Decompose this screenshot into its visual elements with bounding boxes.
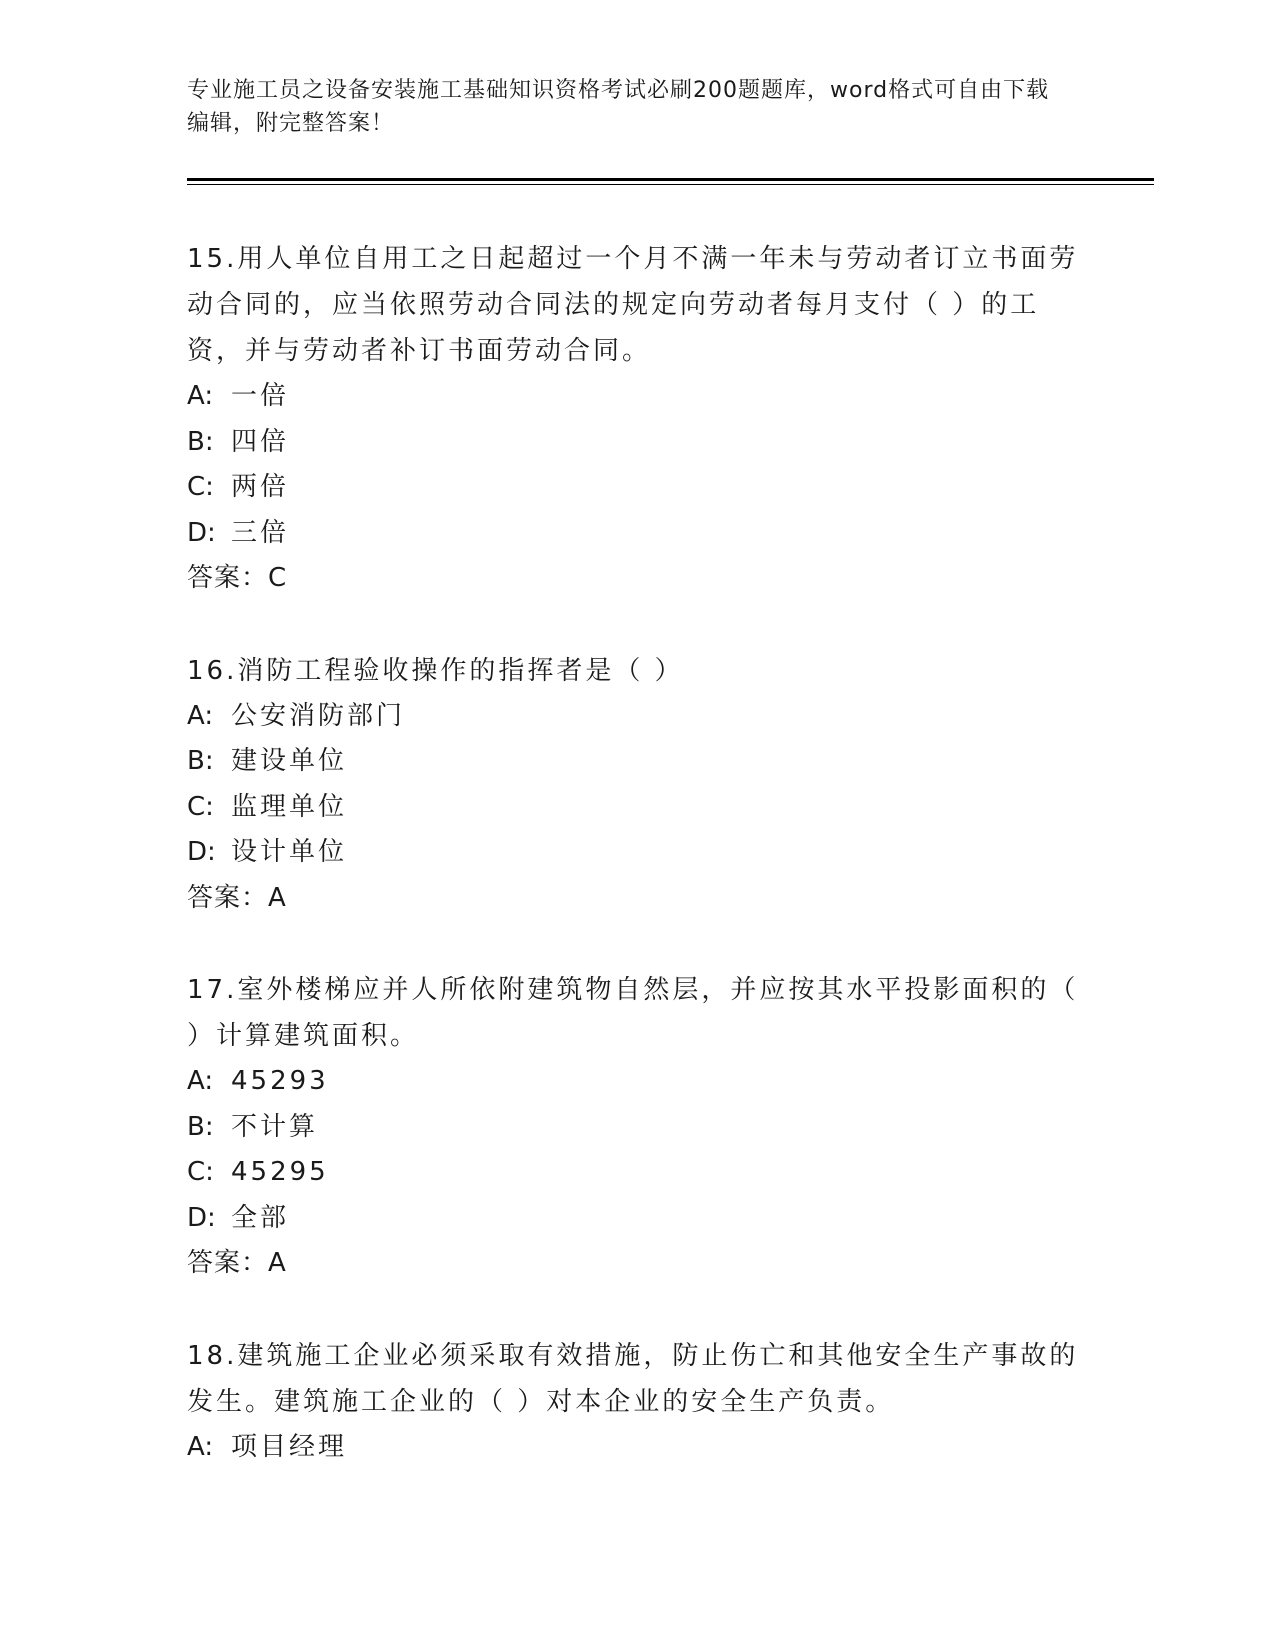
- answer-text: 答案：C: [187, 563, 288, 593]
- option-label: C:: [187, 791, 214, 822]
- question-text: 15.用人单位自用工之日起超过一个月不满一年未与劳动者订立书面劳动合同的，应当依照劳动合同法的规定向劳动者每月支付（ ）的工资，并与劳动者补订书面劳动合同。: [187, 244, 1079, 366]
- option-a: [187, 1059, 1087, 1105]
- option-label: D:: [187, 1202, 216, 1233]
- answer-text: 答案：A: [187, 1248, 287, 1278]
- option-label: A:: [187, 700, 214, 731]
- document-header: 专业施工员之设备安装施工基础知识资格考试必刷200题题库，word格式可自由下载编辑，附完整答案！: [187, 78, 1050, 136]
- header-divider-thick: [187, 178, 1154, 181]
- question-text: 18.建筑施工企业必须采取有效措施，防止伤亡和其他安全生产事故的发生。建筑施工企业的（ ）对本企业的安全生产负责。: [187, 1340, 1079, 1417]
- question-16: [187, 648, 1087, 922]
- option-label: D:: [187, 837, 216, 867]
- option-text: 监理单位: [231, 791, 348, 822]
- question-text: 16.消防工程验收操作的指挥者是（ ）: [187, 655, 684, 686]
- option-label: B:: [187, 426, 214, 457]
- option-label: A:: [187, 381, 214, 411]
- option-c: [187, 465, 1087, 511]
- question-17: [187, 967, 1087, 1287]
- option-c: [187, 1150, 1087, 1196]
- option-d: [187, 830, 1087, 876]
- option-b: [187, 420, 1087, 466]
- option-text: 三倍: [231, 517, 290, 548]
- option-text: 四倍: [231, 426, 290, 457]
- option-label: C:: [187, 472, 214, 502]
- question-15: [187, 236, 1087, 602]
- option-a: [187, 1425, 1087, 1471]
- option-text: 两倍: [231, 472, 290, 502]
- option-a: [187, 694, 1087, 740]
- header-divider-thin: [187, 184, 1154, 185]
- option-b: [187, 739, 1087, 785]
- option-text: 项目经理: [231, 1431, 348, 1462]
- question-text: 17.室外楼梯应并人所依附建筑物自然层，并应按其水平投影面积的（ ）计算建筑面积。: [187, 975, 1079, 1051]
- option-d: [187, 511, 1087, 557]
- option-label: A:: [187, 1066, 214, 1096]
- option-label: C:: [187, 1157, 214, 1187]
- option-label: B:: [187, 1111, 214, 1142]
- answer-text: 答案：A: [187, 882, 287, 913]
- option-b: [187, 1105, 1087, 1151]
- option-d: [187, 1196, 1087, 1242]
- option-text: 45295: [231, 1157, 329, 1187]
- option-text: 全部: [231, 1202, 290, 1233]
- option-a: [187, 374, 1087, 420]
- option-label: D:: [187, 517, 216, 548]
- question-18: [187, 1333, 1087, 1471]
- option-text: 公安消防部门: [231, 700, 406, 731]
- option-text: 45293: [231, 1066, 329, 1096]
- option-label: A:: [187, 1431, 214, 1462]
- question-list: [187, 236, 1087, 1516]
- option-text: 建设单位: [231, 746, 348, 776]
- option-text: 设计单位: [231, 837, 348, 867]
- option-label: B:: [187, 746, 214, 776]
- option-c: [187, 785, 1087, 831]
- option-text: 不计算: [231, 1111, 319, 1142]
- option-text: 一倍: [231, 381, 290, 411]
